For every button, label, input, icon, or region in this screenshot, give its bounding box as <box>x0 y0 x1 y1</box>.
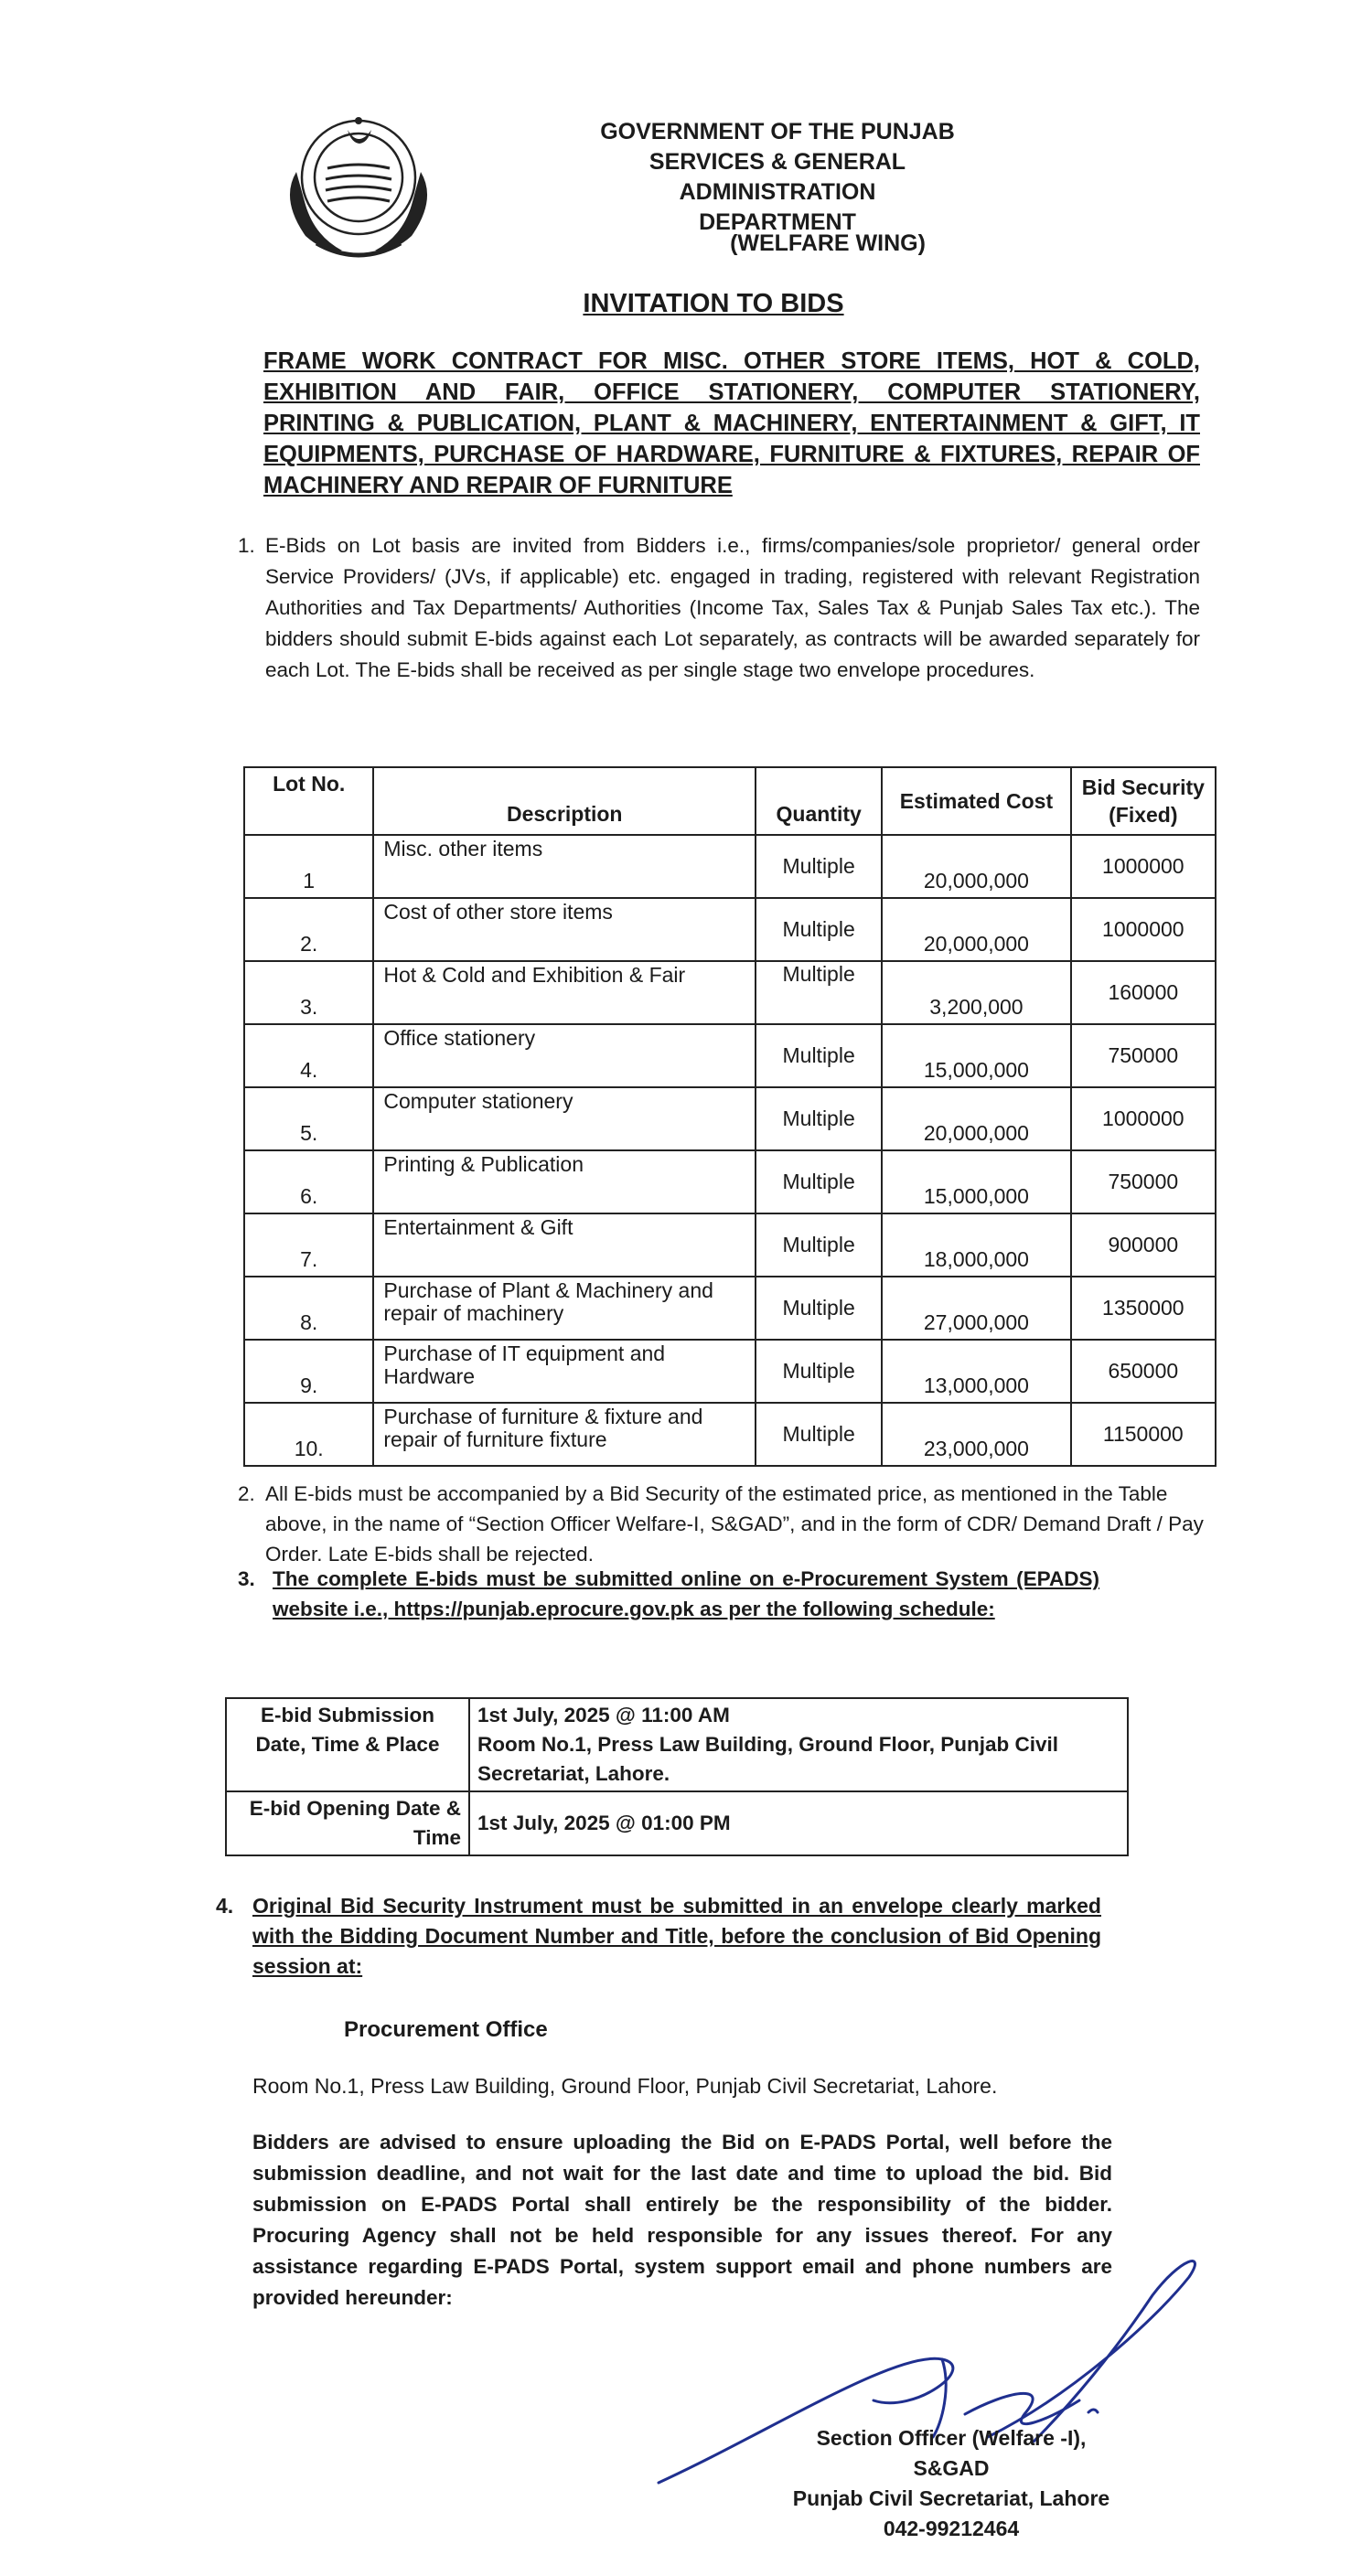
subject-line: EXHIBITION AND FAIR, OFFICE STATIONERY, COMPUTER STATIONERY, <box>263 379 1200 405</box>
column-header: Quantity <box>756 767 882 835</box>
column-header: Estimated Cost <box>882 767 1070 835</box>
table-row <box>244 1024 1216 1087</box>
lot-estimated-cost: 13,000,000 <box>882 1340 1070 1403</box>
lot-bid-security: 750000 <box>1071 1150 1216 1213</box>
table-row <box>244 1150 1216 1213</box>
lot-quantity: Multiple <box>756 961 882 1024</box>
paragraph-text: E-Bids on Lot basis are invited from Bidders i.e., firms/companies/sole proprietor/ general order Service Providers/ (JVs, if applicable) etc. engaged in trading, registered with relevant Registration Authorities and Tax Departments/ Authorities (Income Tax, Sales Tax & Punjab Sales Tax etc.). The bidders should submit E-bids against each Lot separately, as contracts will be awarded separately for each Lot. The E-bids shall be received as per single stage two envelope procedures. <box>265 534 1200 681</box>
lot-quantity: Multiple <box>756 1213 882 1277</box>
office-address: Room No.1, Press Law Building, Ground Floor, Punjab Civil Secretariat, Lahore. <box>252 2074 998 2098</box>
lot-quantity: Multiple <box>756 1087 882 1150</box>
lot-description: Misc. other items <box>373 835 756 898</box>
schedule-row-submission <box>226 1698 1128 1791</box>
lots-table <box>243 766 1217 1467</box>
lot-bid-security: 750000 <box>1071 1024 1216 1087</box>
lot-bid-security: 650000 <box>1071 1340 1216 1403</box>
paragraph-number: 2. <box>238 1482 255 1505</box>
lot-description: Purchase of furniture & fixture and repair of furniture fixture <box>373 1403 756 1466</box>
paragraph-2 <box>238 1479 1235 1569</box>
paragraph-number: 3. <box>238 1567 255 1590</box>
lot-estimated-cost: 27,000,000 <box>882 1277 1070 1340</box>
paragraph-4 <box>216 1891 1101 1982</box>
signatory-department: S&GAD <box>913 2456 990 2480</box>
lot-number: 10. <box>244 1403 373 1466</box>
lot-number: 8. <box>244 1277 373 1340</box>
lot-number: 3. <box>244 961 373 1024</box>
lot-estimated-cost: 20,000,000 <box>882 898 1070 961</box>
lot-quantity: Multiple <box>756 1024 882 1087</box>
lot-description: Office stationery <box>373 1024 756 1087</box>
paragraph-text: The complete E-bids must be submitted online on e-Procurement System (EPADS) website i.e., https://punjab.eprocure.gov.pk as per the following schedule: <box>273 1567 1099 1620</box>
lot-number: 9. <box>244 1340 373 1403</box>
lot-estimated-cost: 20,000,000 <box>882 1087 1070 1150</box>
header-line-department: SERVICES & GENERAL ADMINISTRATION <box>648 149 906 205</box>
lot-bid-security: 1000000 <box>1071 1087 1216 1150</box>
table-row <box>244 1340 1216 1403</box>
lot-number: 7. <box>244 1213 373 1277</box>
lot-number: 4. <box>244 1024 373 1087</box>
lot-description: Printing & Publication <box>373 1150 756 1213</box>
table-row <box>244 898 1216 961</box>
schedule-row-opening <box>226 1791 1128 1855</box>
paragraph-text: Original Bid Security Instrument must be submitted in an envelope clearly marked with the Bidding Document Number and Title, before the conclusion of Bid Opening session at: <box>252 1894 1101 1978</box>
wing-name: (WELFARE WING) <box>730 230 926 256</box>
table-row <box>244 1403 1216 1466</box>
lot-description: Cost of other store items <box>373 898 756 961</box>
lot-bid-security: 160000 <box>1071 961 1216 1024</box>
lot-description: Purchase of Plant & Machinery and repair of machinery <box>373 1277 756 1340</box>
submission-date: 1st July, 2025 @ 11:00 AM <box>477 1704 730 1726</box>
submission-details <box>469 1698 1128 1791</box>
lot-quantity: Multiple <box>756 1277 882 1340</box>
signatory-block <box>768 2423 1134 2544</box>
paragraph-number: 1. <box>238 534 255 557</box>
table-header-row <box>244 767 1216 835</box>
signatory-address: Punjab Civil Secretariat, Lahore <box>792 2486 1110 2510</box>
department-header <box>549 117 1006 238</box>
table-row <box>244 1277 1216 1340</box>
lot-number: 2. <box>244 898 373 961</box>
table-row <box>244 1087 1216 1150</box>
subject-line: PRINTING & PUBLICATION, PLANT & MACHINERY, ENTERTAINMENT & GIFT, IT <box>263 411 1200 436</box>
lot-estimated-cost: 23,000,000 <box>882 1403 1070 1466</box>
column-header: Description <box>373 767 756 835</box>
paragraph-3 <box>238 1564 1099 1624</box>
opening-date: 1st July, 2025 @ 01:00 PM <box>469 1791 1128 1855</box>
document-title: INVITATION TO BIDS <box>583 289 844 318</box>
paragraph-number: 4. <box>216 1894 234 1918</box>
table-row <box>244 1213 1216 1277</box>
lot-number: 6. <box>244 1150 373 1213</box>
schedule-table <box>225 1697 1129 1856</box>
lot-estimated-cost: 3,200,000 <box>882 961 1070 1024</box>
lot-quantity: Multiple <box>756 1403 882 1466</box>
lot-bid-security: 1000000 <box>1071 835 1216 898</box>
submission-place: Room No.1, Press Law Building, Ground Floor, Punjab Civil Secretariat, Lahore. <box>477 1733 1059 1785</box>
punjab-seal-logo <box>271 106 446 260</box>
lot-description: Purchase of IT equipment and Hardware <box>373 1340 756 1403</box>
column-header: Bid Security (Fixed) <box>1071 767 1216 835</box>
contract-subject <box>263 346 1200 501</box>
lot-quantity: Multiple <box>756 1340 882 1403</box>
opening-label: E-bid Opening Date & Time <box>226 1791 469 1855</box>
subject-line: EQUIPMENTS, PURCHASE OF HARDWARE, FURNITURE & FIXTURES, REPAIR OF <box>263 442 1200 467</box>
signatory-title: Section Officer (Welfare -I), <box>816 2426 1087 2450</box>
subject-line: MACHINERY AND REPAIR OF FURNITURE <box>263 473 733 498</box>
lot-bid-security: 1350000 <box>1071 1277 1216 1340</box>
paragraph-text: All E-bids must be accompanied by a Bid Security of the estimated price, as mentioned in the Table above, in the name of “Section Officer Welfare-I, S&GAD”, and in the form of CDR/ Demand Draft / Pay Order. Late E-bids shall be rejected. <box>265 1482 1204 1566</box>
lot-number: 1 <box>244 835 373 898</box>
bidder-advice: Bidders are advised to ensure uploading the Bid on E-PADS Portal, well before the submission deadline, and not wait for the last date and time to upload the bid. Bid submission on E-PADS Portal shall entirely be the responsibility of the bidder. Procuring Agency shall not be held responsible for any issues thereof. For any assistance regarding E-PADS Portal, system support email and phone numbers are provided hereunder: <box>252 2131 1112 2309</box>
lot-estimated-cost: 15,000,000 <box>882 1150 1070 1213</box>
procurement-office-label: Procurement Office <box>344 2017 548 2042</box>
lot-bid-security: 900000 <box>1071 1213 1216 1277</box>
paragraph-1 <box>238 530 1200 686</box>
column-header: Lot No. <box>244 767 373 835</box>
lot-quantity: Multiple <box>756 835 882 898</box>
submission-label: E-bid Submission Date, Time & Place <box>226 1698 469 1791</box>
lot-description: Computer stationery <box>373 1087 756 1150</box>
lot-estimated-cost: 20,000,000 <box>882 835 1070 898</box>
header-line-department-2: DEPARTMENT <box>699 209 856 235</box>
signatory-phone: 042-99212464 <box>883 2517 1020 2540</box>
lot-number: 5. <box>244 1087 373 1150</box>
table-row <box>244 835 1216 898</box>
header-line-government: GOVERNMENT OF THE PUNJAB <box>600 119 955 144</box>
lot-estimated-cost: 18,000,000 <box>882 1213 1070 1277</box>
subject-line: FRAME WORK CONTRACT FOR MISC. OTHER STORE ITEMS, HOT & COLD, <box>263 348 1200 374</box>
lot-quantity: Multiple <box>756 1150 882 1213</box>
lot-description: Entertainment & Gift <box>373 1213 756 1277</box>
lot-bid-security: 1150000 <box>1071 1403 1216 1466</box>
lot-description: Hot & Cold and Exhibition & Fair <box>373 961 756 1024</box>
table-row <box>244 961 1216 1024</box>
lot-bid-security: 1000000 <box>1071 898 1216 961</box>
lot-quantity: Multiple <box>756 898 882 961</box>
lot-estimated-cost: 15,000,000 <box>882 1024 1070 1087</box>
